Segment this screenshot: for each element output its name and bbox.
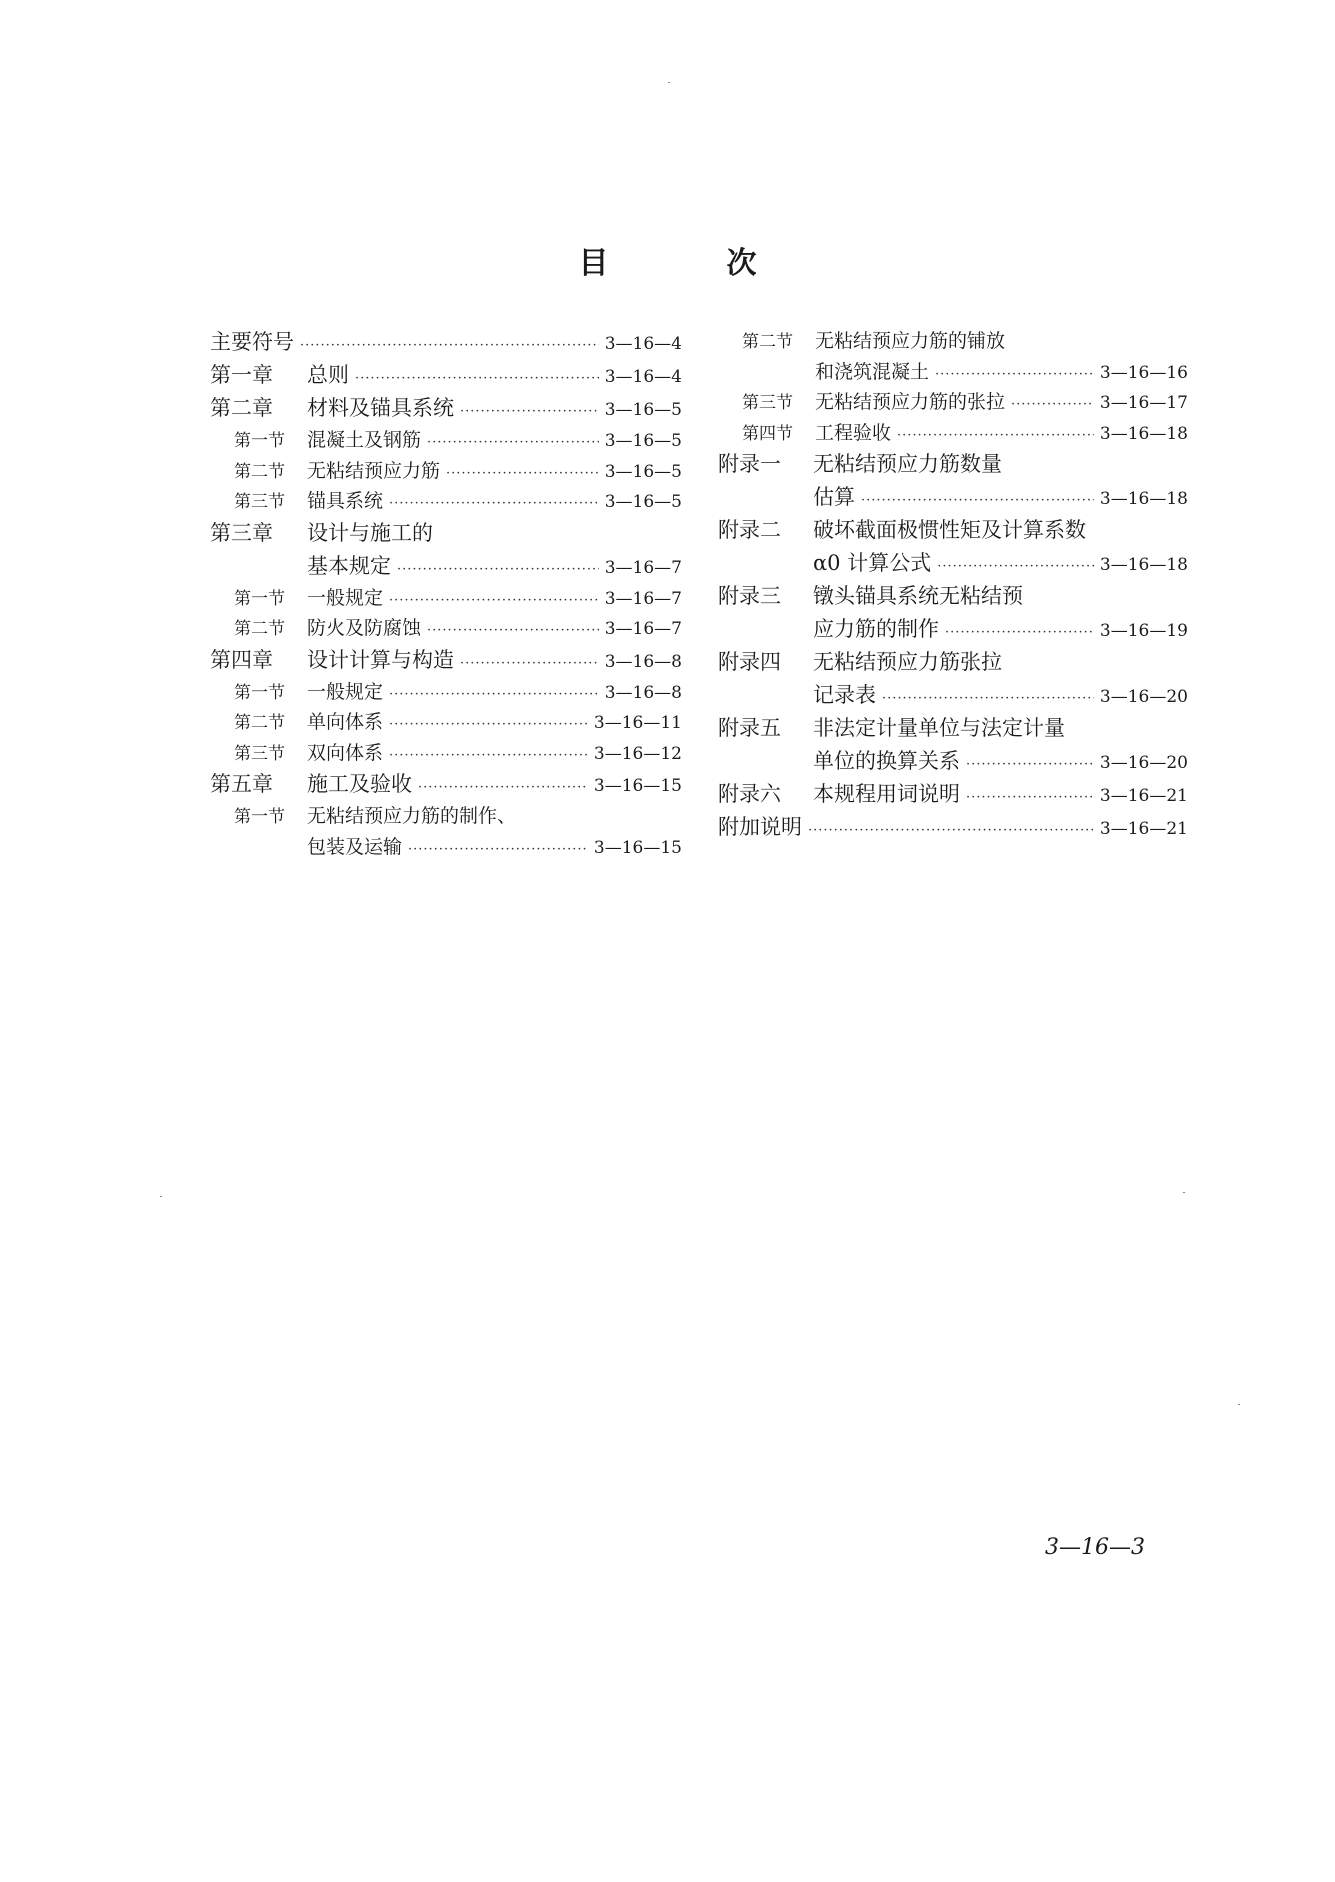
toc-entry-page: 3—16—20 — [1099, 753, 1188, 773]
toc-entry-title: 无粘结预应力筋的铺放 — [815, 330, 1006, 352]
toc-entry-title: 设计与施工的 — [307, 520, 433, 545]
toc-leader-dots — [427, 435, 599, 450]
toc-leader-dots — [460, 656, 599, 671]
toc-entry-title: 单向体系 — [307, 711, 384, 733]
toc-entry-page: 3—16—7 — [604, 619, 682, 639]
toc-entry-number: 第一节 — [234, 682, 285, 703]
toc-entry-title: 基本规定 — [307, 553, 391, 578]
toc-entry — [210, 613, 682, 644]
toc-entry-title: 和浇筑混凝土 — [815, 360, 930, 383]
toc-leader-dots — [427, 623, 599, 638]
toc-entry-number: 第一节 — [234, 588, 285, 609]
toc-entry-title: 施工及验收 — [307, 772, 412, 796]
toc-entry-title: 估算 — [813, 485, 855, 509]
toc-entry-title: 无粘结预应力筋数量 — [813, 452, 1002, 476]
toc-entry-number: 第一章 — [210, 363, 273, 387]
toc-entry — [210, 359, 682, 392]
toc-entry-page: 3—16—15 — [593, 837, 682, 858]
toc-entry-number: 第三节 — [234, 743, 285, 764]
toc-entry-page: 3—16—16 — [1099, 362, 1188, 383]
toc-entry-page: 3—16—7 — [604, 588, 682, 609]
toc-entry-title: 应力筋的制作 — [813, 617, 939, 641]
toc-entry-page: 3—16—20 — [1099, 687, 1188, 707]
toc-leader-dots — [935, 367, 1094, 382]
toc-entry-title: 总则 — [307, 363, 349, 387]
toc-entry-title: 破坏截面极惯性矩及计算系数 — [813, 518, 1086, 542]
toc-entry — [718, 418, 1188, 449]
toc-entry — [210, 832, 682, 863]
toc-entry — [210, 550, 682, 583]
title-char-1: 目 — [578, 246, 609, 281]
toc-entry-page: 3—16—12 — [593, 743, 682, 764]
toc-entry-page: 3—16—4 — [604, 334, 682, 354]
toc-leader-dots — [389, 496, 599, 511]
toc-leader-dots — [389, 593, 599, 608]
toc-entry-title: 单位的换算关系 — [813, 749, 960, 773]
toc-entry — [210, 644, 682, 677]
toc-entry-title: 镦头锚具系统无粘结预 — [813, 584, 1023, 608]
page-title — [0, 238, 1335, 282]
toc-entry — [718, 613, 1188, 646]
toc-entry-title: 非法定计量单位与法定计量 — [813, 716, 1065, 740]
toc-entry — [210, 456, 682, 487]
toc-entry-title: α0 计算公式 — [813, 551, 932, 575]
toc-entry-page: 3—16—8 — [604, 651, 682, 672]
scan-speck — [160, 1196, 162, 1197]
toc-entry-title: 记录表 — [813, 683, 876, 707]
toc-leader-dots — [1011, 397, 1094, 412]
toc-entry-title: 工程验收 — [815, 421, 892, 444]
toc-entry-page: 3—16—5 — [604, 400, 682, 420]
toc-entry-page: 3—16—18 — [1099, 423, 1188, 444]
toc-entry-page: 3—16—7 — [604, 557, 682, 578]
toc-entry-page: 3—16—21 — [1099, 819, 1188, 839]
toc-entry-number: 第一节 — [234, 431, 285, 451]
toc-entry-number: 第四章 — [210, 647, 273, 672]
toc-entry — [210, 583, 682, 614]
toc-entry-title: 材料及锚具系统 — [307, 396, 454, 420]
toc-entry — [718, 514, 1188, 547]
scan-speck — [1183, 1192, 1185, 1193]
toc-leader-dots — [937, 559, 1094, 574]
toc-entry — [718, 547, 1188, 580]
toc-entry-number: 第三章 — [210, 520, 273, 545]
toc-entry — [210, 425, 682, 456]
toc-leader-dots — [300, 338, 599, 353]
toc-entry-page: 3—16—5 — [604, 461, 682, 482]
toc-entry-page: 3—16—17 — [1099, 393, 1188, 413]
toc-entry-page: 3—16—19 — [1099, 621, 1188, 641]
toc-entry-title: 无粘结预应力筋 — [307, 459, 441, 482]
toc-entry-number: 附录五 — [718, 716, 781, 740]
toc-entry-number: 第一节 — [234, 807, 285, 827]
toc-entry-title: 无粘结预应力筋的制作、 — [307, 805, 517, 827]
toc-entry — [210, 801, 682, 832]
toc-entry-title: 包装及运输 — [307, 835, 403, 858]
toc-entry — [718, 481, 1188, 514]
toc-entry-page: 3—16—11 — [593, 713, 682, 733]
toc-leader-dots — [397, 562, 599, 577]
toc-entry-page: 3—16—5 — [604, 492, 682, 512]
toc-entry — [210, 326, 682, 359]
toc-entry — [210, 738, 682, 769]
toc-entry — [718, 745, 1188, 778]
toc-entry-title: 设计计算与构造 — [307, 647, 454, 672]
toc-leader-dots — [808, 823, 1094, 838]
toc-entry-page: 3—16—4 — [604, 367, 682, 387]
toc-leader-dots — [897, 428, 1094, 443]
toc-entry-page: 3—16—15 — [593, 776, 682, 796]
toc-entry-title: 锚具系统 — [307, 490, 384, 512]
toc-entry — [210, 517, 682, 550]
toc-entry-title: 混凝土及钢筋 — [307, 429, 422, 451]
toc-entry-title: 一般规定 — [307, 680, 384, 703]
toc-entry — [718, 387, 1188, 418]
toc-entry-number: 附录三 — [718, 584, 781, 608]
scan-speck — [668, 82, 670, 83]
toc-entry — [718, 580, 1188, 613]
toc-entry — [718, 448, 1188, 481]
toc-entry-number: 附录四 — [718, 650, 781, 674]
toc-entry — [210, 707, 682, 738]
toc-entry-number: 第二节 — [234, 461, 285, 482]
toc-entry-number: 附录二 — [718, 518, 781, 542]
toc-entry-number: 第三节 — [742, 393, 793, 413]
toc-leader-dots — [389, 687, 599, 702]
toc-entry — [718, 778, 1188, 811]
page-number: 3—16—3 — [1045, 1535, 1145, 1560]
toc-entry-number: 第二节 — [742, 332, 793, 352]
title-char-2: 次 — [726, 246, 757, 281]
toc-leader-dots — [418, 780, 588, 795]
toc-entry — [210, 768, 682, 801]
toc-leader-dots — [460, 404, 599, 419]
toc-entry — [718, 811, 1188, 844]
toc-leader-dots — [446, 466, 599, 481]
toc-entry-number: 第二章 — [210, 396, 273, 420]
toc-entry — [718, 357, 1188, 388]
toc-leader-dots — [966, 790, 1094, 805]
toc-entry-number: 第二节 — [234, 713, 285, 733]
toc-entry — [210, 486, 682, 517]
toc-left-column — [210, 326, 682, 862]
toc-entry-title: 本规程用词说明 — [813, 782, 960, 806]
toc-leader-dots — [945, 625, 1094, 640]
toc-leader-dots — [389, 748, 588, 763]
toc-entry-page: 3—16—18 — [1099, 489, 1188, 509]
toc-entry — [718, 712, 1188, 745]
toc-leader-dots — [355, 371, 599, 386]
toc-entry-page: 3—16—21 — [1099, 786, 1188, 806]
toc-entry-number: 附录六 — [718, 782, 781, 806]
toc-entry-number: 第三节 — [234, 492, 285, 512]
toc-entry-title: 附加说明 — [718, 815, 802, 839]
scan-speck — [1238, 1404, 1240, 1405]
toc-entry-title: 双向体系 — [307, 741, 384, 764]
toc-leader-dots — [861, 493, 1094, 508]
toc-entry-page: 3—16—5 — [604, 431, 682, 451]
toc-leader-dots — [966, 757, 1094, 772]
toc-entry-title: 一般规定 — [307, 586, 384, 609]
toc-entry — [718, 679, 1188, 712]
toc-entry-title: 无粘结预应力筋的张拉 — [815, 391, 1006, 413]
toc-entry-number: 第五章 — [210, 772, 273, 796]
toc-leader-dots — [408, 842, 588, 857]
toc-right-column — [718, 326, 1188, 844]
toc-entry — [210, 677, 682, 708]
toc-entry-title: 防火及防腐蚀 — [307, 617, 422, 639]
toc-entry-number: 第二节 — [234, 619, 285, 639]
toc-entry — [718, 326, 1188, 357]
toc-entry-number: 第四节 — [742, 423, 793, 444]
toc-entry — [718, 646, 1188, 679]
toc-leader-dots — [882, 691, 1094, 706]
toc-entry — [210, 392, 682, 425]
toc-entry-title: 主要符号 — [210, 330, 294, 354]
toc-entry-number: 附录一 — [718, 452, 781, 476]
toc-entry-page: 3—16—8 — [604, 682, 682, 703]
toc-entry-page: 3—16—18 — [1099, 555, 1188, 575]
toc-leader-dots — [389, 717, 588, 732]
toc-entry-title: 无粘结预应力筋张拉 — [813, 650, 1002, 674]
